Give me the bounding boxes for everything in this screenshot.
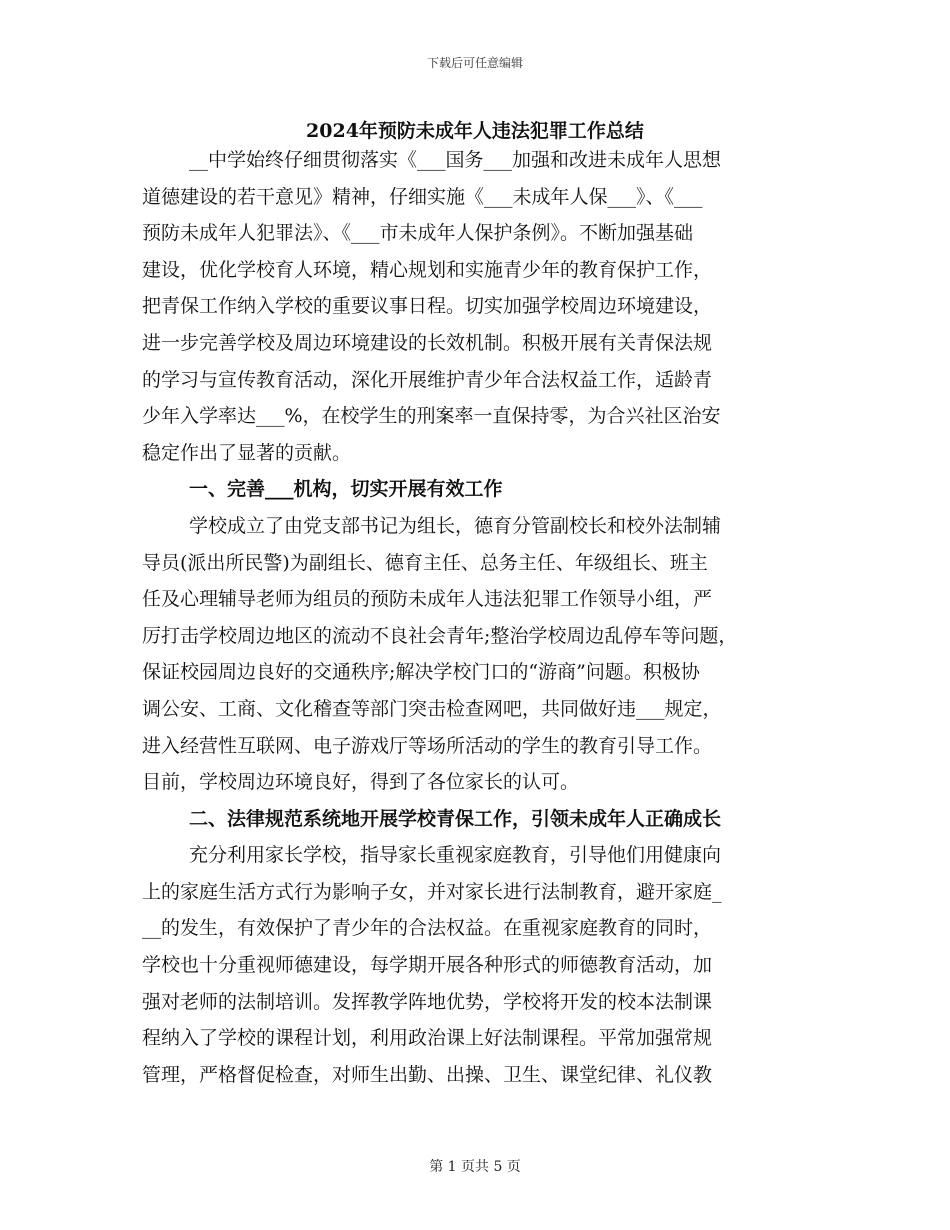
paragraph-line: 学校成立了由党支部书记为组长，德育分管副校长和校外法制辅	[189, 514, 722, 537]
paragraph-line: 调公安、工商、文化稽查等部门突击检查网吧，共同做好违___规定，	[142, 697, 722, 720]
page-footer: 第 1 页共 5 页	[429, 1159, 521, 1175]
paragraph-line: __的发生，有效保护了青少年的合法权益。在重视家庭教育的同时，	[142, 917, 713, 940]
paragraph-line: 目前，学校周边环境良好，得到了各位家长的认可。	[142, 771, 580, 794]
paragraph-line: 程纳入了学校的课程计划，利用政治课上好法制课程。平常加强常规	[142, 1027, 713, 1050]
section-heading: 一、完善___机构，切实开展有效工作	[189, 478, 503, 501]
section-heading: 二、法律规范系统地开展学校青保工作，引领未成年人正确成长	[189, 807, 722, 830]
paragraph-line: 少年入学率达___%，在校学生的刑案率一直保持零，为合兴社区治安	[142, 405, 721, 428]
paragraph-line: 导员(派出所民警)为副组长、德育主任、总务主任、年级组长、班主	[142, 551, 708, 574]
paragraph-line: 上的家庭生活方式行为影响子女，并对家长进行法制教育，避开家庭_	[142, 880, 722, 903]
paragraph-line: 道德建设的若干意见》精神，仔细实施《___未成年人保___》、《___	[142, 185, 703, 208]
paragraph-line: 学校也十分重视师德建设，每学期开展各种形式的师德教育活动，加	[142, 954, 713, 977]
paragraph-line: 充分利用家长学校，指导家长重视家庭教育，引导他们用健康向	[189, 844, 722, 867]
header-note: 下载后可任意编辑	[426, 56, 523, 70]
paragraph-line: 把青保工作纳入学校的重要议事日程。切实加强学校周边环境建设，	[142, 295, 713, 318]
paragraph-line: 厉打击学校周边地区的流动不良社会青年;整治学校周边乱停车等问题，	[142, 624, 738, 647]
paragraph-line: 预防未成年人犯罪法》、《___市未成年人保护条例》。不断加强基础	[142, 222, 694, 245]
paragraph-line: 建设，优化学校育人环境，精心规划和实施青少年的教育保护工作，	[142, 258, 713, 281]
paragraph-line: 任及心理辅导老师为组员的预防未成年人违法犯罪工作领导小组，严	[142, 588, 713, 611]
paragraph-line: 稳定作出了显著的贡献。	[142, 441, 352, 464]
paragraph-line: 保证校园周边良好的交通秩序;解决学校门口的“游商”问题。积极协	[142, 661, 700, 684]
paragraph-line: 进一步完善学校及周边环境建设的长效机制。积极开展有关青保法规	[142, 331, 713, 354]
document-title: 2024年预防未成年人违法犯罪工作总结	[306, 120, 644, 142]
paragraph-line: 管理，严格督促检查，对师生出勤、出操、卫生、课堂纪律、礼仪教	[142, 1063, 713, 1086]
paragraph-line: 进入经营性互联网、电子游戏厅等场所活动的学生的教育引导工作。	[142, 734, 713, 757]
document-body	[142, 142, 814, 1093]
paragraph-line: __中学始终仔细贯彻落实《___国务___加强和改进未成年人思想	[189, 149, 722, 171]
paragraph-line: 的学习与宣传教育活动，深化开展维护青少年合法权益工作，适龄青	[142, 368, 713, 391]
paragraph-line: 强对老师的法制培训。发挥教学阵地优势，学校将开发的校本法制课	[142, 990, 713, 1013]
